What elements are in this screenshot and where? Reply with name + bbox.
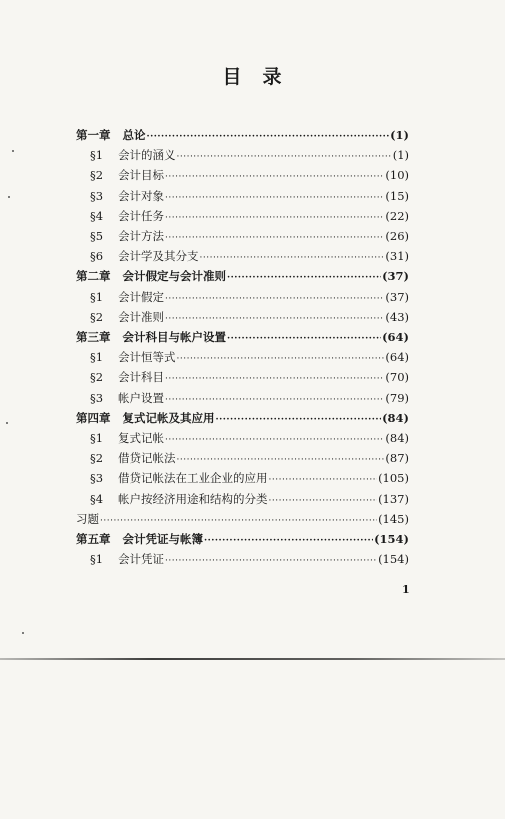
toc-entry-label: 会计恒等式 (118, 350, 176, 365)
dot-leader (165, 190, 384, 206)
toc-section-row (90, 369, 409, 385)
toc-entry-label: 会计学及其分支 (118, 249, 199, 264)
toc-section-row (90, 430, 409, 446)
toc-entry-number: §3 (90, 390, 104, 405)
toc-entry-number: §1 (90, 289, 104, 304)
page-number: 1 (402, 583, 410, 596)
toc-entry-number: 第一章 (76, 128, 111, 142)
toc-section-row (90, 167, 409, 183)
toc-entry-page: (1) (390, 128, 409, 142)
dot-leader (177, 452, 385, 468)
toc-entry-label: 会计科目与帐户设置 (122, 330, 226, 344)
toc-entry-number: §4 (90, 208, 104, 223)
toc-entry-number: §1 (90, 148, 104, 163)
dot-leader (147, 129, 390, 145)
toc-entry-number: 第四章 (76, 410, 111, 425)
toc-entry-label: 会计假定与会计准则 (122, 269, 226, 284)
toc-section-row (90, 349, 409, 365)
toc-entry-number: §3 (90, 188, 104, 203)
toc-entry-number: §2 (90, 168, 104, 183)
toc-entry-page: (22) (385, 208, 409, 223)
dot-leader (165, 553, 377, 569)
dot-leader (227, 331, 381, 347)
scan-speck (12, 150, 14, 152)
scan-speck (22, 632, 24, 634)
scan-speck (6, 422, 8, 424)
dot-leader (216, 412, 382, 428)
toc-entry-number: §2 (90, 370, 104, 385)
toc-entry-number: 第二章 (76, 269, 111, 284)
toc-entry-page: (64) (385, 350, 409, 365)
dot-leader (200, 250, 385, 266)
toc-entry-label: 复式记帐及其应用 (122, 410, 215, 425)
toc-section-row (90, 208, 409, 224)
toc-entry-number: §1 (90, 552, 104, 567)
dot-leader (165, 392, 384, 408)
scan-edge-line (0, 658, 505, 660)
toc-entry-label: 会计方法 (118, 229, 164, 243)
toc-entry-page: (31) (385, 249, 409, 264)
toc-entry-number: §1 (90, 431, 104, 445)
toc-entry-number: §3 (90, 471, 104, 486)
toc-entry-number: §2 (90, 309, 104, 324)
toc-entry-page: (64) (382, 330, 409, 344)
toc-entry-page: (15) (385, 188, 409, 203)
toc-chapter-row (76, 268, 409, 284)
toc-entry-page: (1) (392, 148, 409, 163)
toc-section-row (90, 470, 409, 486)
toc-entry-page: (79) (385, 390, 409, 405)
toc-entry-page: (37) (382, 269, 409, 284)
toc-section-row (90, 450, 409, 466)
toc-section-row (90, 551, 409, 567)
toc-entry-label: 复式记帐 (118, 431, 164, 445)
dot-leader (165, 210, 384, 226)
toc-entry-page: (37) (385, 289, 409, 304)
dot-leader (165, 230, 384, 246)
toc-section-row (90, 147, 409, 163)
toc-entry-label: 会计准则 (118, 309, 164, 324)
toc-title: 目 录 (222, 66, 283, 88)
toc-entry-label: 会计凭证 (118, 552, 164, 567)
toc-entry-label: 借贷记帐法 (118, 451, 176, 466)
dot-leader (227, 270, 381, 286)
toc-section-row (90, 390, 409, 406)
toc-entry-page: (84) (385, 431, 409, 445)
toc-entry-number: §2 (90, 451, 104, 466)
dot-leader (269, 472, 378, 488)
dot-leader (165, 311, 384, 327)
dot-leader (165, 291, 384, 307)
toc-entry-label: 会计科目 (118, 370, 164, 385)
toc-section-row (90, 309, 409, 325)
toc-entry-page: (87) (385, 451, 409, 466)
toc-entry-number: §6 (90, 249, 104, 264)
toc-entry-number: §1 (90, 350, 104, 365)
dot-leader (177, 149, 392, 165)
dot-leader (165, 371, 384, 387)
toc-entry-page: (70) (385, 370, 409, 385)
toc-entry-number: 第三章 (76, 330, 111, 344)
toc-chapter-row (76, 531, 409, 547)
toc-entry-label: 习题 (76, 511, 99, 526)
toc-section-row (90, 228, 409, 244)
dot-leader (165, 432, 384, 448)
dot-leader (165, 169, 384, 185)
toc-entry-label: 会计假定 (118, 289, 164, 304)
toc-chapter-row (76, 127, 409, 143)
toc-entry-label: 总论 (122, 128, 146, 142)
toc-entry-number: §5 (90, 229, 104, 243)
toc-entry-label: 帐户设置 (118, 390, 164, 405)
toc-entry-label: 会计凭证与帐簿 (122, 532, 203, 546)
toc-entry-number: 第五章 (76, 532, 111, 546)
toc-entry-label: 会计目标 (118, 168, 164, 183)
toc-entry-number: §4 (90, 491, 104, 506)
toc-entry-page: (145) (378, 511, 409, 526)
toc-entry-page: (43) (385, 309, 409, 324)
dot-leader (177, 351, 385, 367)
toc-entry-page: (154) (374, 532, 409, 546)
dot-leader (269, 493, 378, 509)
toc-entry-label: 借贷记帐法在工业企业的应用 (118, 471, 268, 486)
toc-entry-page: (137) (378, 491, 409, 506)
toc-entry-label: 会计任务 (118, 208, 164, 223)
toc-chapter-row (76, 410, 409, 426)
scan-speck (8, 196, 10, 198)
toc-entry-page: (26) (385, 229, 409, 243)
toc-entry-page: (10) (385, 168, 409, 183)
dot-leader (204, 533, 373, 549)
toc-entry-label: 帐户按经济用途和结构的分类 (118, 491, 268, 506)
toc-section-row (90, 289, 409, 305)
toc-entry-page: (84) (382, 410, 409, 425)
toc-entry-row (76, 511, 409, 527)
toc-section-row (90, 248, 409, 264)
toc-section-row (90, 188, 409, 204)
toc-entry-label: 会计的涵义 (118, 148, 176, 163)
toc-section-row (90, 491, 409, 507)
toc-entry-page: (154) (378, 552, 409, 567)
toc-entry-page: (105) (378, 471, 409, 486)
dot-leader (100, 513, 377, 529)
toc-entry-label: 会计对象 (118, 188, 164, 203)
toc-chapter-row (76, 329, 409, 345)
